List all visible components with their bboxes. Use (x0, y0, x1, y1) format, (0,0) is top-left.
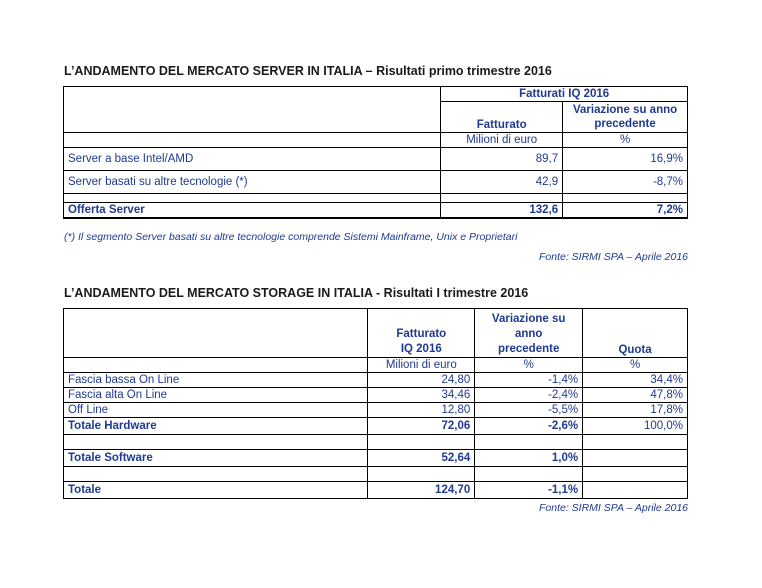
storage-source: Fonte: SIRMI SPA – Aprile 2016 (538, 502, 688, 514)
server-table (63, 86, 688, 219)
server-spacer (64, 194, 441, 203)
storage-row-fatturato: 24,80 (368, 373, 475, 388)
storage-total-variazione: -1,1% (475, 482, 583, 499)
server-header-empty-2 (64, 102, 441, 133)
storage-total-label: Totale (64, 482, 368, 499)
storage-total-quota-empty (583, 482, 688, 499)
server-spacer (563, 194, 688, 203)
storage-row-quota: 34,4% (583, 373, 688, 388)
storage-spacer (368, 435, 475, 450)
storage-unit-quota: % (583, 358, 688, 373)
server-col-variazione: Variazione su anno precedente (563, 102, 688, 133)
server-row-variazione: -8,7% (563, 171, 688, 194)
server-total-fatturato: 132,6 (441, 203, 563, 219)
server-source: Fonte: SIRMI SPA – Aprile 2016 (538, 251, 688, 263)
storage-total-hw-quota: 100,0% (583, 418, 688, 435)
storage-row-label: Fascia bassa On Line (64, 373, 368, 388)
storage-row-variazione: -5,5% (475, 403, 583, 418)
server-unit-fatturato: Milioni di euro (441, 133, 563, 148)
server-footnote: (*) Il segmento Server basati su altre tecnologie comprende Sistemi Mainframe, Unix e Proprietari (64, 231, 518, 243)
storage-total-hw-variazione: -2,6% (475, 418, 583, 435)
storage-total-sw-fatturato: 52,64 (368, 450, 475, 467)
storage-row-variazione: -2,4% (475, 388, 583, 403)
server-row-variazione: 16,9% (563, 148, 688, 171)
server-title: L’ANDAMENTO DEL MERCATO SERVER IN ITALIA – Risultati primo trimestre 2016 (64, 64, 552, 78)
server-group-header: Fatturati IQ 2016 (441, 87, 688, 102)
storage-total-sw-variazione: 1,0% (475, 450, 583, 467)
storage-col-fatturato-line2: IQ 2016 (400, 343, 442, 355)
storage-title: L’ANDAMENTO DEL MERCATO STORAGE IN ITALIA - Risultati I trimestre 2016 (64, 286, 529, 300)
server-total-label: Offerta Server (64, 203, 441, 219)
server-unit-empty (64, 133, 441, 148)
storage-row-quota: 47,8% (583, 388, 688, 403)
storage-header-empty (64, 309, 368, 358)
storage-row-fatturato: 34,46 (368, 388, 475, 403)
storage-table (63, 308, 688, 499)
server-total-variazione: 7,2% (563, 203, 688, 219)
storage-col-variazione-line3: precedente (498, 343, 560, 355)
storage-spacer (368, 467, 475, 482)
storage-row-fatturato: 12,80 (368, 403, 475, 418)
storage-row-quota: 17,8% (583, 403, 688, 418)
storage-unit-variazione: % (475, 358, 583, 373)
storage-col-quota: Quota (583, 309, 688, 358)
storage-spacer (64, 435, 368, 450)
storage-row-variazione: -1,4% (475, 373, 583, 388)
storage-row-label: Off Line (64, 403, 368, 418)
server-row-fatturato: 42,9 (441, 171, 563, 194)
storage-spacer (475, 435, 583, 450)
server-unit-variazione: % (563, 133, 688, 148)
storage-total-sw-label: Totale Software (64, 450, 368, 467)
storage-spacer (475, 467, 583, 482)
server-spacer (441, 194, 563, 203)
storage-col-variazione-line1: Variazione su (491, 313, 566, 325)
storage-col-variazione (475, 309, 583, 358)
storage-col-variazione-line2: anno (514, 328, 543, 340)
storage-spacer (64, 467, 368, 482)
server-row-fatturato: 89,7 (441, 148, 563, 171)
server-row-label: Server basati su altre tecnologie (*) (64, 171, 441, 194)
storage-col-fatturato-line1: Fatturato (396, 328, 447, 340)
storage-total-fatturato: 124,70 (368, 482, 475, 499)
server-col-fatturato: Fatturato (441, 102, 563, 133)
storage-row-label: Fascia alta On Line (64, 388, 368, 403)
storage-col-fatturato (368, 309, 475, 358)
storage-spacer (583, 435, 688, 450)
storage-total-sw-quota-empty (583, 450, 688, 467)
storage-unit-empty (64, 358, 368, 373)
storage-spacer (583, 467, 688, 482)
server-header-empty (64, 87, 441, 102)
server-row-label: Server a base Intel/AMD (64, 148, 441, 171)
storage-unit-fatturato: Milioni di euro (368, 358, 475, 373)
storage-total-hw-fatturato: 72,06 (368, 418, 475, 435)
storage-total-hw-label: Totale Hardware (64, 418, 368, 435)
